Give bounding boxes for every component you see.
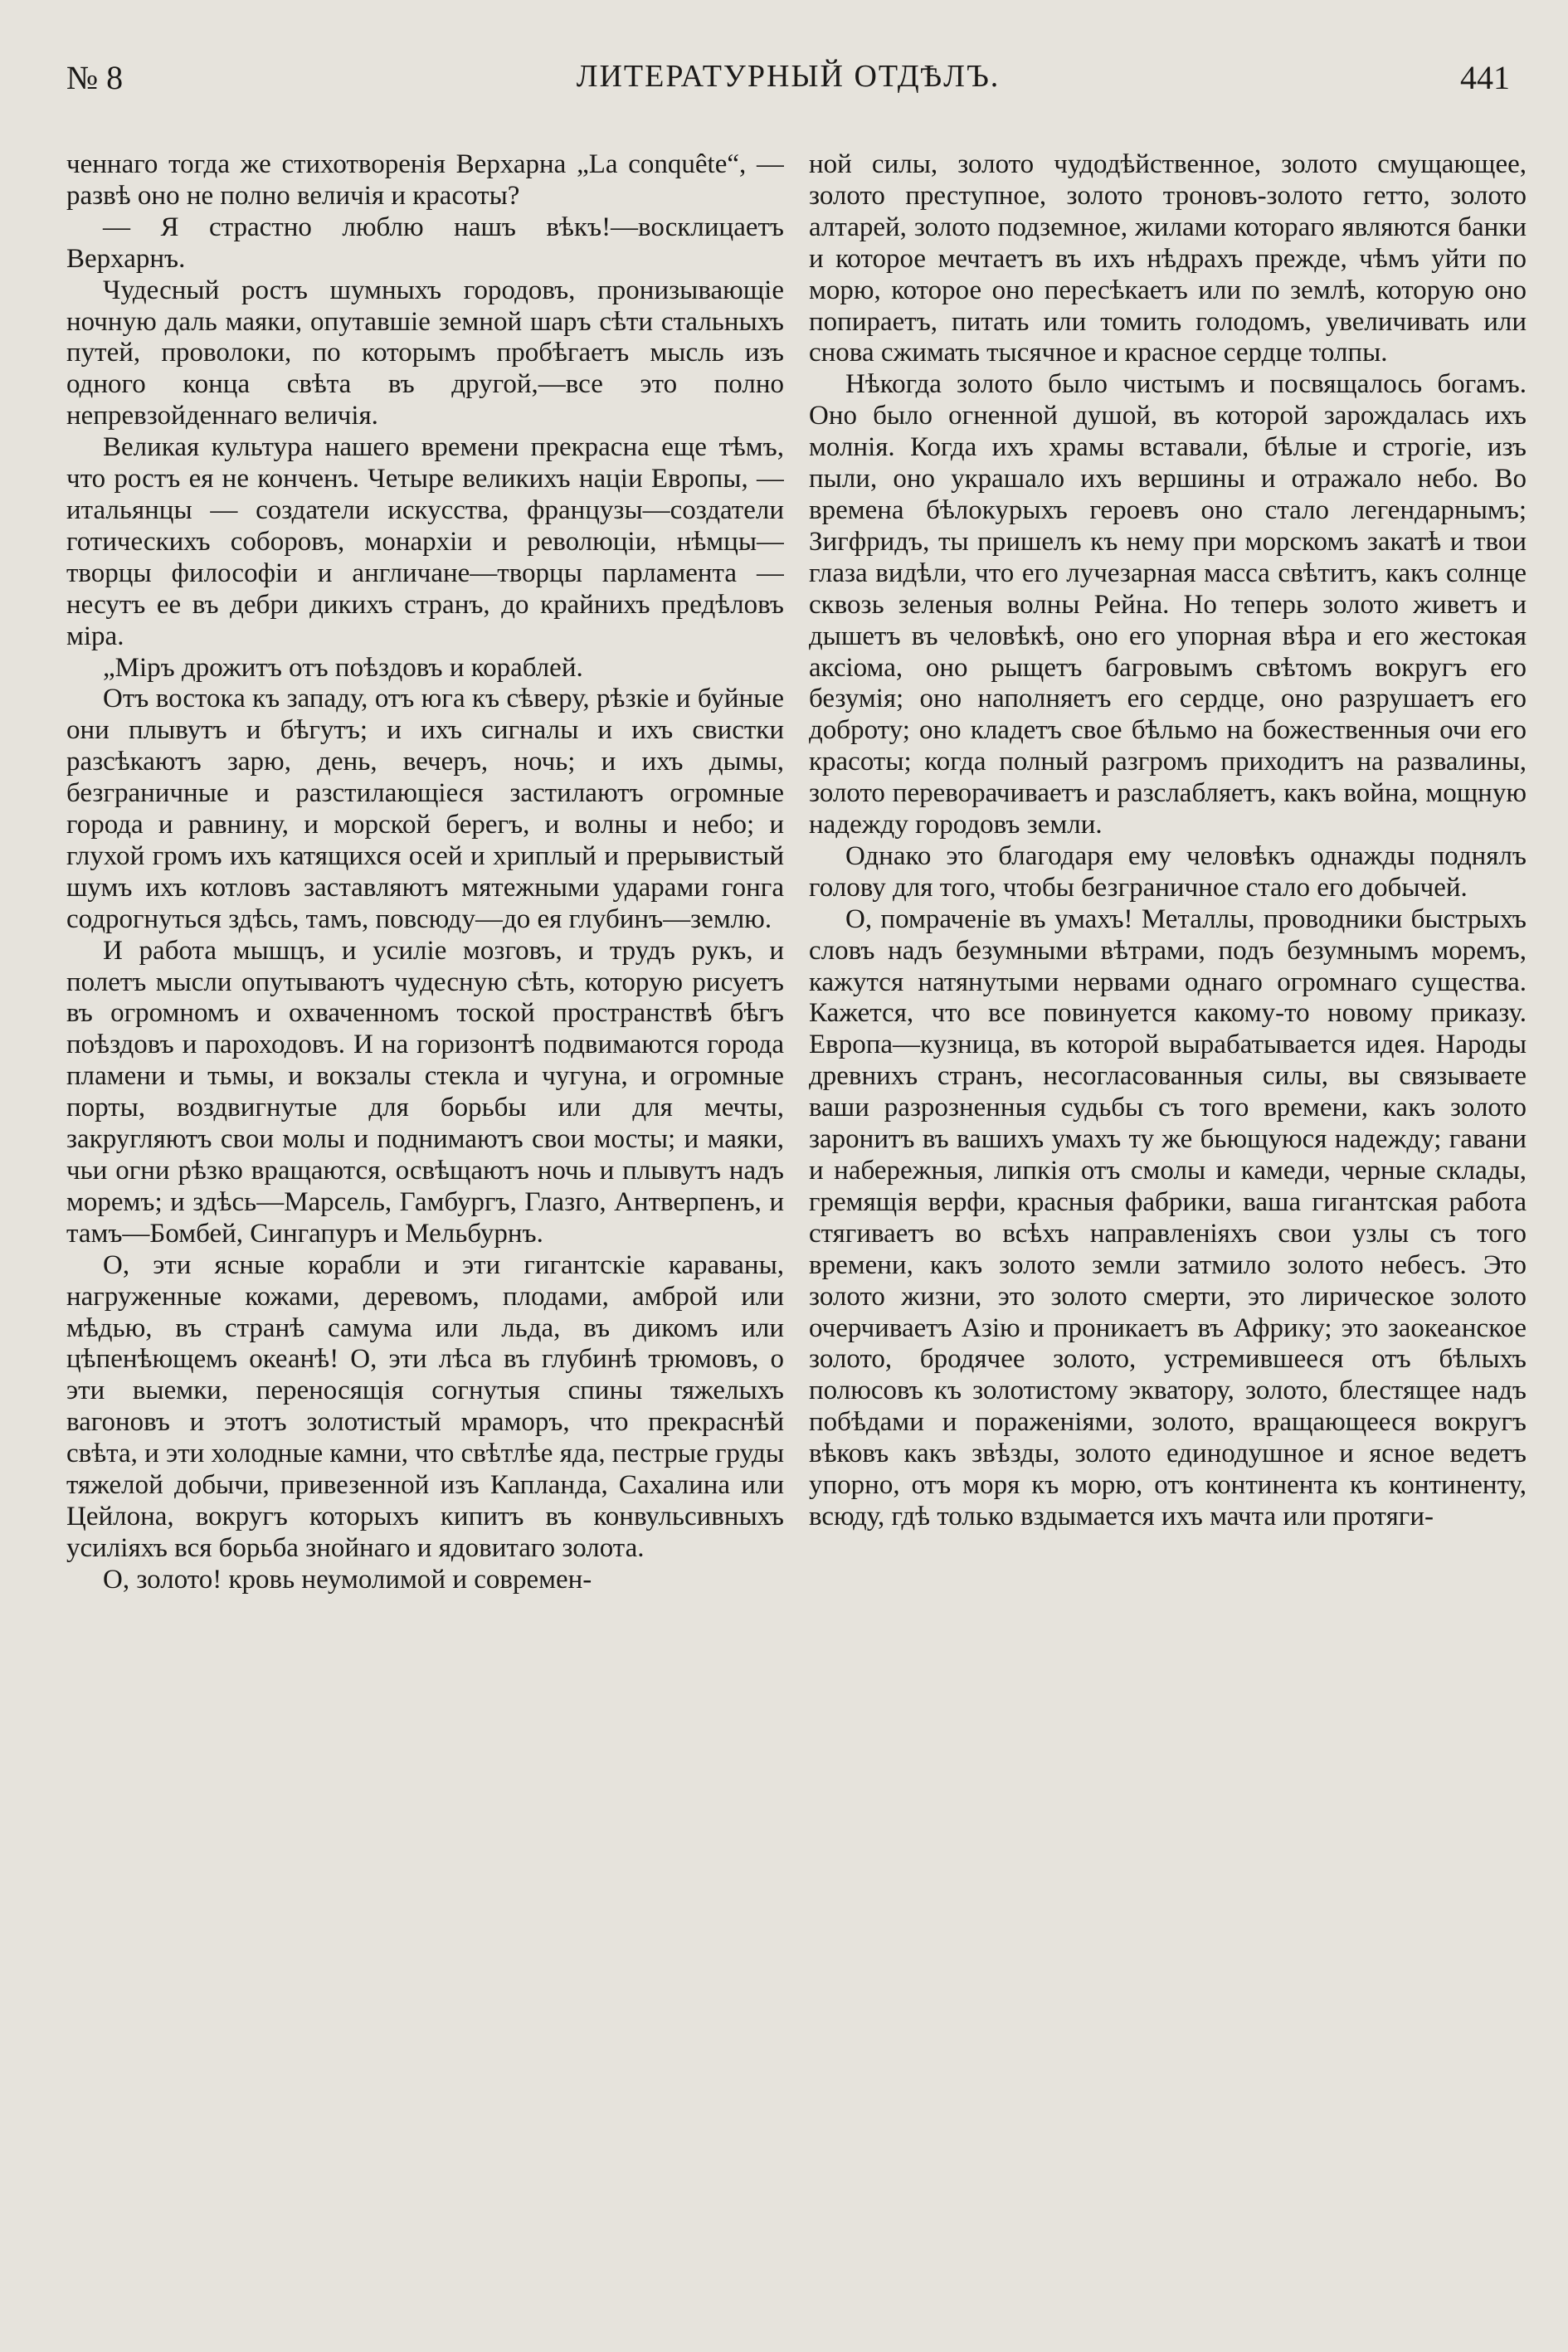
paragraph: И работа мышцъ, и усиліе мозговъ, и трудъ рукъ, и полетъ мысли опутываютъ чудесную сѣть, которую рисуетъ въ огромномъ и охваченномъ тоской пространствѣ бѣгъ поѣздовъ и пароходовъ. И на горизонтѣ подвимаются города пламени и тьмы, и вокзалы стекла и чугуна, и огромные порты, воздвигнутые для борьбы или для мечты, закругляютъ свои молы и поднимаютъ свои мосты; и маяки, чьи огни рѣзко вращаются, освѣщаютъ ночь и плывутъ надъ моремъ; и здѣсь—Марсель, Гамбургъ, Глазго, Антверпенъ, и тамъ—Бомбей, Сингапуръ и Мельбурнъ. <box>66 935 784 1249</box>
paragraph: Чудесный ростъ шумныхъ городовъ, пронизывающіе ночную даль маяки, опутавшіе земной шаръ сѣти стальныхъ путей, проволоки, по которымъ пробѣгаетъ мысль изъ одного конца свѣта въ другой,—все это полно непревзойденнаго величія. <box>66 275 784 431</box>
paragraph: ченнаго тогда же стихотворенія Верхарна „La conquête“, — развѣ оно не полно величія и красоты? <box>66 149 784 211</box>
right-column <box>809 149 1527 2331</box>
paragraph: ной силы, золото чудодѣйственное, золото смущающее, золото преступное, золото троновъ-золото гетто, золото алтарей, золото подземное, жилами котораго являются банки и которое мечтаетъ въ ихъ нѣдрахъ прежде, чѣмъ уйти по морю, которое оно пересѣкаетъ или по землѣ, которую оно попираетъ, питать или томить голодомъ, увеличивать или снова сжимать тысячное и красное сердце толпы. <box>809 149 1527 368</box>
paragraph: О, эти ясные корабли и эти гигантскіе караваны, нагруженные кожами, деревомъ, плодами, амброй или мѣдью, въ странѣ самума или льда, въ дикомъ или цѣпенѣющемъ океанѣ! О, эти лѣса въ глубинѣ трюмовъ, о эти выемки, переносящія согнутыя спины тяжелыхъ вагоновъ и этотъ золотистый мраморъ, что прекраснѣй свѣта, и эти холодные камни, что свѣтлѣе яда, пестрые груды тяжелой добычи, привезенной изъ Капланда, Сахалина или Цейлона, вокругъ которыхъ кипитъ въ конвульсивныхъ усиліяхъ вся борьба знойнаго и ядовитаго золота. <box>66 1249 784 1563</box>
issue-number: № 8 <box>66 59 124 96</box>
page-header <box>66 58 1510 108</box>
paragraph: Великая культура нашего времени прекрасна еще тѣмъ, что ростъ ея не конченъ. Четыре великихъ націи Европы, — итальянцы — создатели искусства, французы—создатели готическихъ соборовъ, монархіи и революціи, нѣмцы—творцы философіи и англичане—творцы парламента — несутъ ее въ дебри дикихъ странъ, до крайнихъ предѣловъ міра. <box>66 432 784 651</box>
paragraph: О, золото! кровь неумолимой и современ- <box>103 1564 592 1595</box>
paragraph: Однако это благодаря ему человѣкъ однажды поднялъ голову для того, чтобы безграничное стало его добычей. <box>809 840 1527 903</box>
paragraph: Нѣкогда золото было чистымъ и посвящалось богамъ. Оно было огненной душой, въ которой зарождалась ихъ молнія. Когда ихъ храмы вставали, бѣлые и строгіе, изъ пыли, оно украшало ихъ вершины и отражало небо. Во времена бѣлокурыхъ героевъ оно стало легендарнымъ; Зигфридъ, ты пришелъ къ нему при морскомъ закатѣ и твои глаза видѣли, что его лучезарная масса свѣтитъ, какъ солнце сквозь зеленыя волны Рейна. Но теперь золото живетъ и дышетъ въ человѣкѣ, оно его упорная вѣра и его жестокая аксіома, оно рыщетъ багровымъ свѣтомъ вокругъ его безумія; оно наполняетъ его сердце, оно разрушаетъ его доброту; оно кладетъ свое бѣльмо на божественныя очи его красоты; когда полный разгромъ приходитъ на развалины, золото переворачиваетъ и разслабляетъ, какъ война, мощную надежду городовъ земли. <box>809 369 1527 840</box>
paragraph: О, помраченіе въ умахъ! Металлы, проводники быстрыхъ словъ надъ безумными вѣтрами, подъ безумнымъ моремъ, кажутся натянутыми нервами однаго огромнаго существа. Кажется, что все повинуется какому-то новому приказу. Европа—кузница, въ которой вырабатывается идея. Народы древнихъ странъ, несогласованныя силы, вы связываете ваши разрозненныя судьбы съ того времени, какъ золото заронитъ въ вашихъ умахъ ту же бьющуюся надежду; гавани и набережныя, липкія отъ смолы и камеди, черные склады, гремящія верфи, красныя фабрики, ваша гигантская работа стягиваетъ во всѣхъ направленіяхъ свои узлы съ того времени, какъ золото земли затмило золото небесъ. Это золото жизни, это золото смерти, это лирическое золото очерчиваетъ Азію и проникаетъ въ Африку; это заокеанское золото, бродячее золото, устремившееся отъ бѣлыхъ полюсовъ къ золотистому экватору, золото, блестящее надъ побѣдами и пораженіями, золото, вращающееся вокругъ вѣковъ какъ звѣзды, золото единодушное и ясное ведетъ упорно, отъ моря къ морю, отъ континента къ континенту, всюду, гдѣ только вздымается ихъ мачта или протяги- <box>809 903 1527 1531</box>
page-number: 441 <box>1460 59 1510 96</box>
paragraph: — Я страстно люблю нашъ вѣкъ!—восклицаетъ Верхарнъ. <box>66 212 784 274</box>
paragraph: „Міръ дрожитъ отъ поѣздовъ и кораблей. <box>103 652 583 683</box>
paragraph: Отъ востока къ западу, отъ юга къ сѣверу, рѣзкіе и буйные они плывутъ и бѣгутъ; и ихъ сигналы и ихъ свистки разсѣкаютъ зарю, день, вечеръ, ночь; и ихъ дымы, безграничные и разстилающіеся застилаютъ огромные города и равнину, и морской берегъ, и волны и небо; и глухой громъ ихъ катящихся осей и хриплый и прерывистый шумъ ихъ котловъ заставляютъ мятежными ударами гонга содрогнуться здѣсь, тамъ, повсюду—до ея глубинъ—землю. <box>66 684 784 934</box>
section-title: ЛИТЕРАТУРНЫЙ ОТДѢЛЪ. <box>576 59 1001 94</box>
left-column <box>66 149 784 2331</box>
